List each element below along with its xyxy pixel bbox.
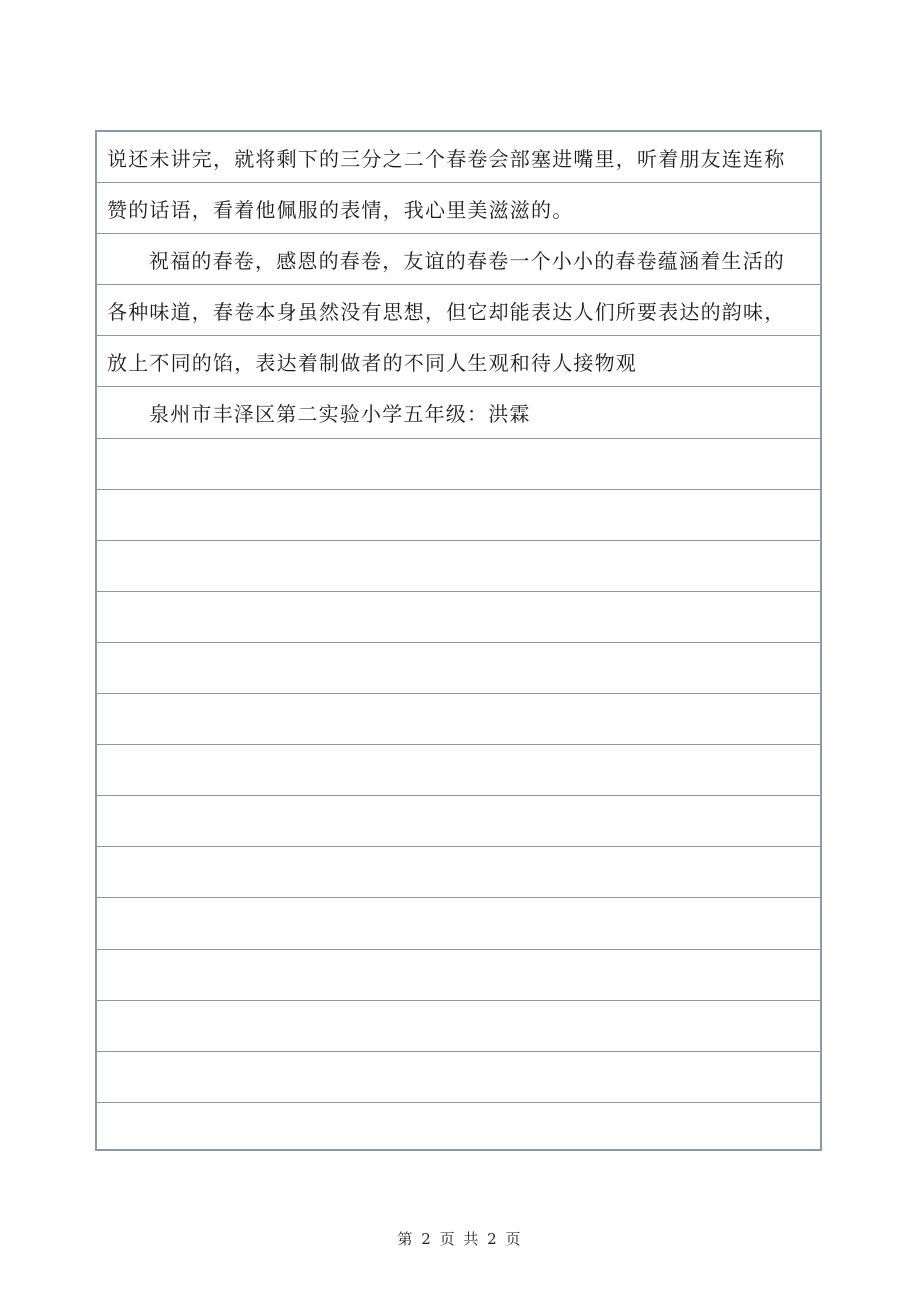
blank-line	[97, 745, 820, 796]
blank-line	[97, 643, 820, 694]
text-line: 泉州市丰泽区第二实验小学五年级：洪霖	[97, 387, 820, 438]
blank-line	[97, 439, 820, 490]
page-footer: 第 2 页 共 2 页	[397, 1230, 523, 1248]
blank-line	[97, 592, 820, 643]
blank-line	[97, 490, 820, 541]
writing-sheet	[95, 130, 822, 1151]
blank-line	[97, 898, 820, 949]
blank-line	[97, 796, 820, 847]
text-line: 赞的话语，看着他佩服的表情，我心里美滋滋的。	[97, 183, 820, 234]
blank-line	[97, 541, 820, 592]
text-line: 祝福的春卷，感恩的春卷，友谊的春卷一个小小的春卷蕴涵着生活的	[97, 234, 820, 285]
blank-line	[97, 1103, 820, 1154]
text-line: 放上不同的馅，表达着制做者的不同人生观和待人接物观	[97, 336, 820, 387]
blank-line	[97, 694, 820, 745]
text-line: 各种味道，春卷本身虽然没有思想，但它却能表达人们所要表达的韵味，	[97, 285, 820, 336]
blank-line	[97, 1052, 820, 1103]
text-line: 说还未讲完，就将剩下的三分之二个春卷会部塞进嘴里，听着朋友连连称	[97, 132, 820, 183]
blank-line	[97, 950, 820, 1001]
blank-line	[97, 1001, 820, 1052]
blank-line	[97, 847, 820, 898]
